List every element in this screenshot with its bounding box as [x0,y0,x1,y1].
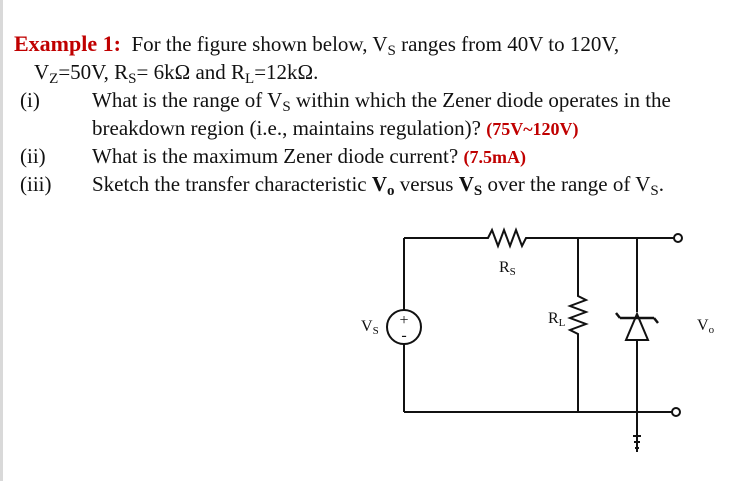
rs-label: RS [499,259,516,278]
question-2-number: (ii) [20,144,46,168]
given-values-line: $V_Z=50V$, $R_S= 6k\Omega$ and $R_L=12k\Omega$. [34,60,319,87]
question-3-text: Sketch the transfer characteristic $V_o$ versus $V_S$ over the range of $V_S$. [92,172,664,199]
question-2-answer: (7.5mA) [463,147,526,167]
rl-resistor [570,238,586,412]
source-minus-sign: - [401,327,407,344]
output-terminal-top [674,234,682,242]
question-1-continued: breakdown region (i.e., maintains regulation)? (75V~120V) [92,116,579,140]
vo-label: Vo [697,317,715,336]
rs-resistor [404,230,674,246]
question-1-answer: (75V~120V) [486,119,579,139]
intro-text: For the figure shown below, $V_S$ ranges from 40V to 120V, [131,32,620,59]
rl-label: RL [548,310,566,329]
example-label: Example 1: [14,31,121,56]
question-1-text: What is the range of $V_S$ within which the Zener diode operates in the [92,88,671,115]
source-plus-sign: + [399,312,409,329]
ground-icon [633,430,641,452]
question-1-number: (i) [20,88,40,112]
vs-label: VS [361,318,379,337]
zener-diode-icon [616,313,658,340]
output-terminal-bottom [672,408,680,416]
question-2-text: What is the maximum Zener diode current? (7.5mA) [92,144,526,168]
question-3-number: (iii) [20,172,52,196]
